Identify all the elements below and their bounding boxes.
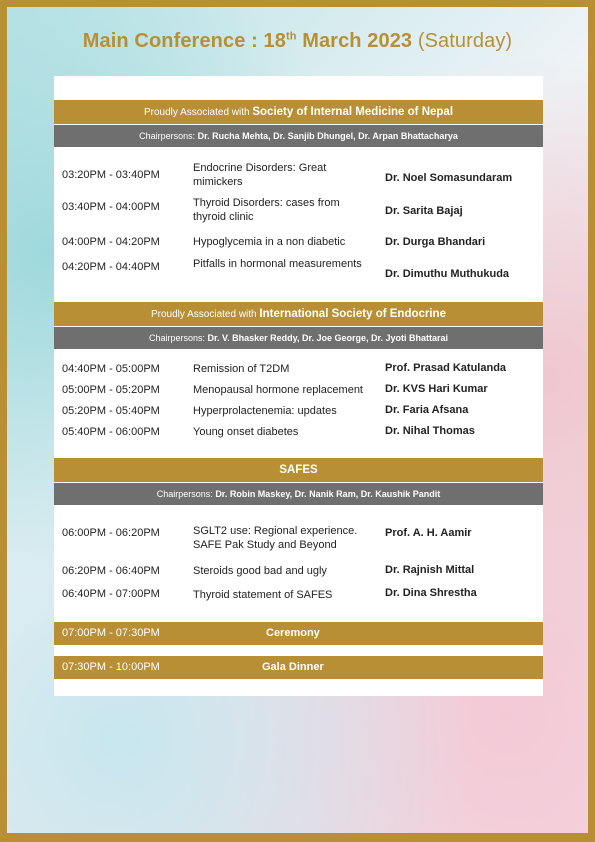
time-slot: 07:30PM - 10:00PM [62,661,160,673]
speaker-name: Dr. Dimuthu Muthukuda [385,268,510,280]
time-slot: 05:40PM - 06:00PM [62,426,160,438]
talk-topic: Hypoglycemia in a non diabetic [193,236,346,248]
time-slot: 06:20PM - 06:40PM [62,565,160,577]
speaker-name: Prof. A. H. Aamir [385,527,472,539]
association-banner: Proudly Associated with Society of Internal Medicine of Nepal [54,100,543,124]
time-slot: 03:40PM - 04:00PM [62,201,160,213]
event-bar-ceremony [54,622,543,645]
chairpersons-bar: Chairpersons: Dr. V. Bhasker Reddy, Dr. Joe George, Dr. Jyoti Bhattarai [54,327,543,349]
time-slot: 06:00PM - 06:20PM [62,527,160,539]
time-slot: 05:20PM - 05:40PM [62,405,160,417]
time-slot: 04:20PM - 04:40PM [62,261,160,273]
talk-topic: Steroids good bad and ugly [193,565,327,577]
event-name: Gala Dinner [262,661,324,673]
speaker-name: Dr. KVS Hari Kumar [385,383,488,395]
association-banner: Proudly Associated with International Society of Endocrine [54,302,543,326]
speaker-name: Dr. Dina Shrestha [385,587,477,599]
speaker-name: Dr. Durga Bhandari [385,236,486,248]
talk-topic: SGLT2 use: Regional experience. SAFE Pak Study and Beyond [193,525,358,551]
time-slot: 03:20PM - 03:40PM [62,169,160,181]
time-slot: 06:40PM - 07:00PM [62,588,160,600]
speaker-name: Dr. Noel Somasundaram [385,172,513,184]
time-slot: 05:00PM - 05:20PM [62,384,160,396]
time-slot: 04:40PM - 05:00PM [62,363,160,375]
time-slot: 04:00PM - 04:20PM [62,236,160,248]
page-title: Main Conference : 18th March 2023 (Saturday) [82,30,513,52]
talk-topic: Hyperprolactenemia: updates [193,405,337,417]
speaker-name: Dr. Sarita Bajaj [385,205,463,217]
schedule-card [54,76,543,696]
speaker-name: Dr. Faria Afsana [385,404,469,416]
talk-topic: Young onset diabetes [193,426,299,438]
event-name: Ceremony [266,627,320,639]
association-banner: SAFES [54,458,543,482]
speaker-name: Prof. Prasad Katulanda [385,362,507,374]
chairpersons-bar: Chairpersons: Dr. Rucha Mehta, Dr. Sanjib Dhungel, Dr. Arpan Bhattacharya [54,125,543,147]
event-bar-gala-dinner [54,656,543,679]
talk-topic: Thyroid statement of SAFES [193,589,333,601]
speaker-name: Dr. Rajnish Mittal [385,564,475,576]
talk-topic: Pitfalls in hormonal measurements [193,258,362,270]
time-slot: 07:00PM - 07:30PM [62,627,160,639]
talk-topic: Remission of T2DM [193,363,290,375]
speaker-name: Dr. Nihal Thomas [385,425,475,437]
talk-topic: Endocrine Disorders: Great mimickers [193,162,327,188]
talk-topic: Thyroid Disorders: cases from thyroid clinic [193,197,340,223]
chairpersons-bar: Chairpersons: Dr. Robin Maskey, Dr. Nanik Ram, Dr. Kaushik Pandit [54,483,543,505]
talk-topic: Menopausal hormone replacement [193,384,363,396]
